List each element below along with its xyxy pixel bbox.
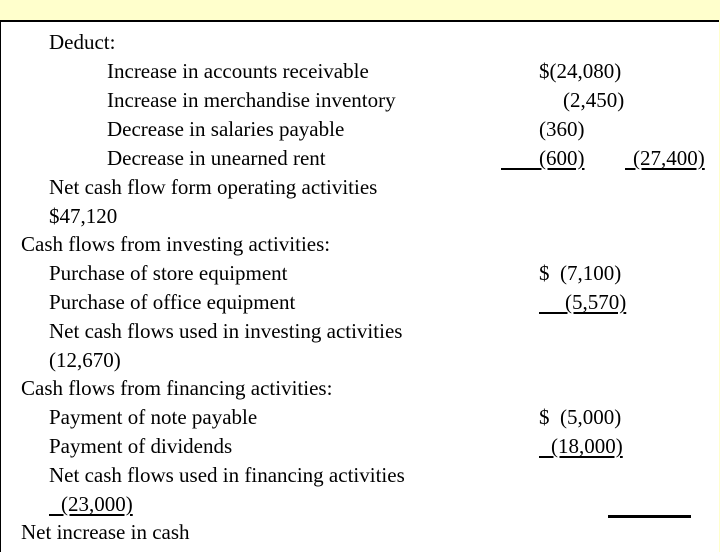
subtotal-amount: (27,400) [633, 146, 705, 170]
line-item-amount: $ (5,000) [539, 405, 622, 429]
line-item-amount: $ (7,100) [539, 261, 622, 285]
net-increase-label: Net increase in cash [21, 520, 190, 544]
line-item-label: Decrease in salaries payable [107, 117, 345, 141]
underline-rule [539, 312, 565, 314]
line-item-label: Purchase of store equipment [49, 261, 288, 285]
line-item-label: Decrease in unearned rent [107, 146, 326, 170]
net-investing-value: (12,670) [49, 348, 121, 372]
underline-rule [501, 168, 539, 170]
line-item-label: Payment of note payable [49, 405, 258, 429]
statement-page [0, 20, 719, 552]
underline-rule [625, 168, 633, 170]
line-item-amount: (2,450) [563, 88, 625, 112]
net-operating-label: Net cash flow form operating activities [49, 175, 378, 199]
net-operating-value: $47,120 [49, 204, 118, 228]
total-rule [608, 515, 691, 518]
line-item-label: Increase in merchandise inventory [107, 88, 396, 112]
line-item-amount: (600) [539, 146, 585, 170]
net-financing-value: (23,000) [61, 492, 133, 516]
line-item-amount: (5,570) [565, 290, 627, 314]
underline-rule [539, 456, 551, 458]
line-item-amount: $(24,080) [539, 59, 622, 83]
line-item-label: Payment of dividends [49, 434, 233, 458]
deduct-label: Deduct: [49, 30, 116, 54]
investing-heading: Cash flows from investing activities: [21, 232, 331, 256]
line-item-amount: (18,000) [551, 434, 623, 458]
line-item-amount: (360) [539, 117, 585, 141]
line-item-label: Increase in accounts receivable [107, 59, 369, 83]
underline-rule [49, 514, 61, 516]
financing-heading: Cash flows from financing activities: [21, 376, 333, 400]
net-investing-label: Net cash flows used in investing activities [49, 319, 403, 343]
line-item-label: Purchase of office equipment [49, 290, 296, 314]
net-financing-label: Net cash flows used in financing activities [49, 463, 405, 487]
